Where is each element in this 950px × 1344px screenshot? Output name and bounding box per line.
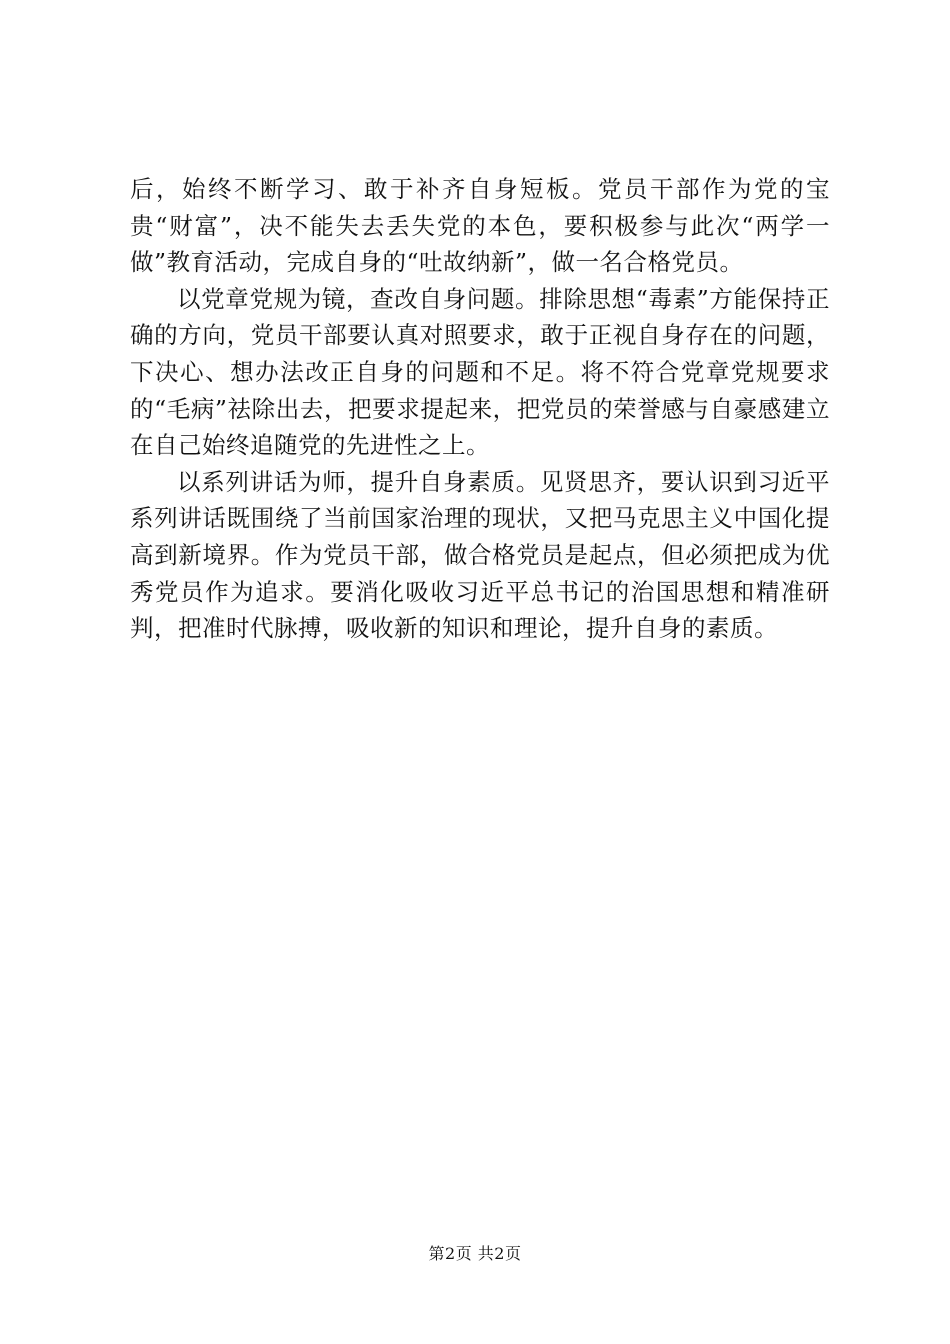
- paragraph-speech-learning: 以系列讲话为师，提升自身素质。见贤思齐，要认识到习近平系列讲话既围绕了当前国家治理的现状，又把马克思主义中国化提高到新境界。作为党员干部，做合格党员是起点，但必须把成为优秀党员作为追求。要消化吸收习近平总书记的治国思想和精准研判，把准时代脉搏，吸收新的知识和理论，提升自身的素质。: [130, 467, 830, 643]
- paragraph-party-rules-mirror: 以党章党规为镜，查改自身问题。排除思想“毒素”方能保持正确的方向，党员干部要认真对照要求，敢于正视自身存在的问题，下决心、想办法改正自身的问题和不足。将不符合党章党规要求的“毛病”祛除出去，把要求提起来，把党员的荣誉感与自豪感建立在自己始终追随党的先进性之上。: [130, 284, 830, 460]
- page-number-footer: 第2页 共2页: [428, 1244, 522, 1263]
- document-body: [130, 171, 830, 647]
- paragraph-continuation: 后，始终不断学习、敢于补齐自身短板。党员干部作为党的宝贵“财富”，决不能失去丢失党的本色，要积极参与此次“两学一做”教育活动，完成自身的“吐故纳新”，做一名合格党员。: [130, 175, 830, 277]
